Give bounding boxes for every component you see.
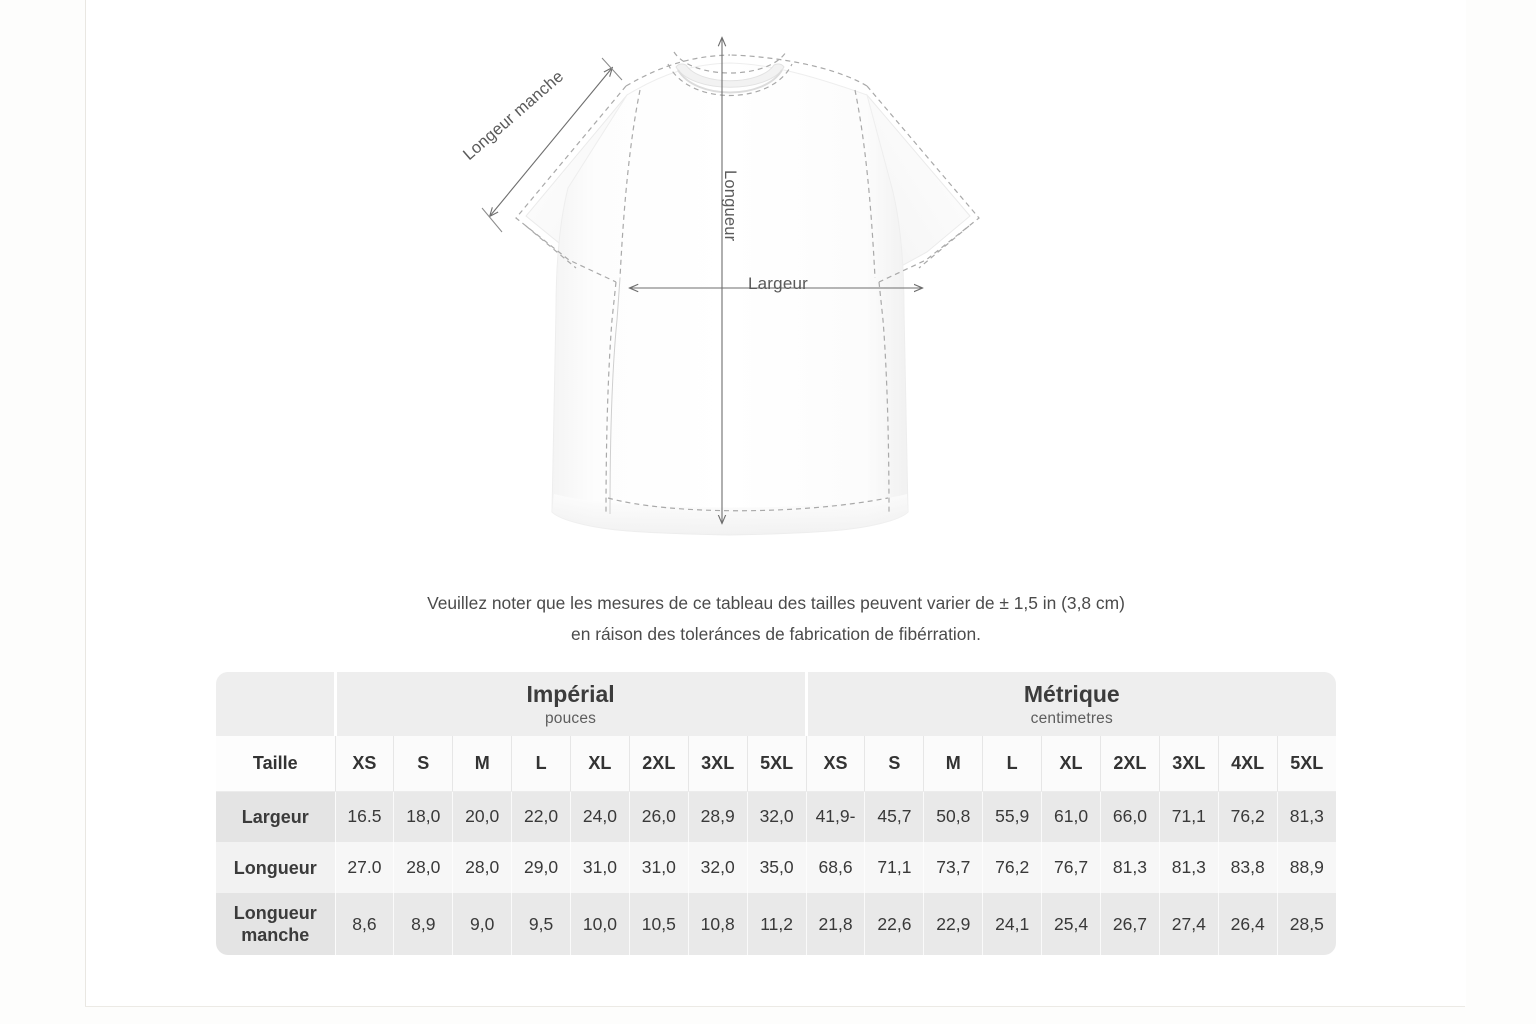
cell-imperial: 31,0: [571, 842, 630, 893]
cell-metric: 61,0: [1042, 791, 1101, 842]
caption-line-2: en ráison des toleránces de fabrication de fibérration.: [571, 624, 981, 644]
cell-imperial: 28,0: [394, 842, 453, 893]
cell-metric: 76,7: [1042, 842, 1101, 893]
table-body: [216, 791, 1336, 955]
cell-metric: 28,5: [1277, 893, 1336, 955]
size-header-metric-3xl: 3XL: [1159, 736, 1218, 791]
size-header-imperial-xs: XS: [335, 736, 394, 791]
cell-metric: 45,7: [865, 791, 924, 842]
cell-metric: 88,9: [1277, 842, 1336, 893]
size-header-metric-xl: XL: [1042, 736, 1101, 791]
cell-imperial: 10,5: [629, 893, 688, 955]
size-header-imperial-2xl: 2XL: [629, 736, 688, 791]
cell-metric: 22,6: [865, 893, 924, 955]
cell-metric: 26,4: [1218, 893, 1277, 955]
shirt-body: [552, 63, 908, 535]
width-label: Largeur: [748, 274, 808, 293]
cell-metric: 24,1: [983, 893, 1042, 955]
cell-metric: 50,8: [924, 791, 983, 842]
size-header-metric-xs: XS: [806, 736, 865, 791]
frame-bottom-divider: [85, 1006, 1465, 1007]
cell-metric: 71,1: [865, 842, 924, 893]
size-header-imperial-s: S: [394, 736, 453, 791]
cell-imperial: 8,9: [394, 893, 453, 955]
cell-imperial: 16.5: [335, 791, 394, 842]
cell-imperial: 26,0: [629, 791, 688, 842]
size-table: [216, 672, 1336, 955]
cell-imperial: 28,0: [453, 842, 512, 893]
table-row: [216, 791, 1336, 842]
cell-imperial: 10,8: [688, 893, 747, 955]
size-header-imperial-3xl: 3XL: [688, 736, 747, 791]
cell-imperial: 32,0: [688, 842, 747, 893]
cell-imperial: 10,0: [571, 893, 630, 955]
size-header-imperial-m: M: [453, 736, 512, 791]
cell-metric: 25,4: [1042, 893, 1101, 955]
frame-left-divider: [85, 0, 86, 1007]
cell-metric: 73,7: [924, 842, 983, 893]
size-header-imperial-5xl: 5XL: [747, 736, 806, 791]
row-label-2: Longueur manche: [216, 893, 335, 955]
size-header-row: [216, 736, 1336, 791]
cell-metric: 81,3: [1100, 842, 1159, 893]
table-row: [216, 893, 1336, 955]
size-header-metric-l: L: [983, 736, 1042, 791]
cell-imperial: 35,0: [747, 842, 806, 893]
unit-header-spacer: [216, 672, 335, 736]
cell-metric: 66,0: [1100, 791, 1159, 842]
sleeve-length-label: Longeur manche: [459, 67, 568, 164]
cell-imperial: 8,6: [335, 893, 394, 955]
cell-metric: 81,3: [1159, 842, 1218, 893]
unit-title-metric: Métrique: [1023, 680, 1120, 707]
sleeve-tick-lower: [482, 208, 502, 232]
cell-imperial: 24,0: [571, 791, 630, 842]
cell-imperial: 11,2: [747, 893, 806, 955]
cell-metric: 21,8: [806, 893, 865, 955]
cell-imperial: 27.0: [335, 842, 394, 893]
cell-imperial: 29,0: [512, 842, 571, 893]
table-head: [216, 672, 1336, 791]
size-header-metric-5xl: 5XL: [1277, 736, 1336, 791]
size-header-taille: Taille: [216, 736, 335, 791]
cell-metric: 81,3: [1277, 791, 1336, 842]
cell-metric: 71,1: [1159, 791, 1218, 842]
cell-imperial: 22,0: [512, 791, 571, 842]
cell-imperial: 31,0: [629, 842, 688, 893]
cell-imperial: 28,9: [688, 791, 747, 842]
cell-metric: 41,9-: [806, 791, 865, 842]
unit-subtitle-metric: centimetres: [1030, 709, 1113, 727]
cell-imperial: 18,0: [394, 791, 453, 842]
row-label-1: Longueur: [216, 842, 335, 893]
cell-metric: 83,8: [1218, 842, 1277, 893]
size-header-metric-s: S: [865, 736, 924, 791]
length-label: Longueur: [721, 170, 739, 242]
tolerance-caption: [86, 588, 1466, 650]
cell-imperial: 9,5: [512, 893, 571, 955]
table-row: [216, 842, 1336, 893]
unit-title-imperial: Impérial: [526, 680, 615, 707]
size-header-metric-2xl: 2XL: [1100, 736, 1159, 791]
cell-metric: 22,9: [924, 893, 983, 955]
size-header-imperial-xl: XL: [571, 736, 630, 791]
cell-metric: 26,7: [1100, 893, 1159, 955]
cell-imperial: 9,0: [453, 893, 512, 955]
cell-metric: 68,6: [806, 842, 865, 893]
size-header-metric-m: M: [924, 736, 983, 791]
cell-metric: 76,2: [1218, 791, 1277, 842]
cell-imperial: 20,0: [453, 791, 512, 842]
cell-metric: 76,2: [983, 842, 1042, 893]
tshirt-diagram: [430, 20, 1090, 565]
cell-imperial: 32,0: [747, 791, 806, 842]
row-label-0: Largeur: [216, 791, 335, 842]
cell-metric: 27,4: [1159, 893, 1218, 955]
unit-header-imperial: [335, 672, 806, 736]
unit-header-row: [216, 672, 1336, 736]
unit-header-metric: [806, 672, 1336, 736]
size-table-container: [216, 672, 1336, 955]
caption-line-1: Veuillez noter que les mesures de ce tableau des tailles peuvent varier de ± 1,5 in (3,8 cm): [427, 593, 1125, 613]
size-header-imperial-l: L: [512, 736, 571, 791]
unit-subtitle-imperial: pouces: [544, 709, 597, 727]
cell-metric: 55,9: [983, 791, 1042, 842]
size-header-metric-4xl: 4XL: [1218, 736, 1277, 791]
